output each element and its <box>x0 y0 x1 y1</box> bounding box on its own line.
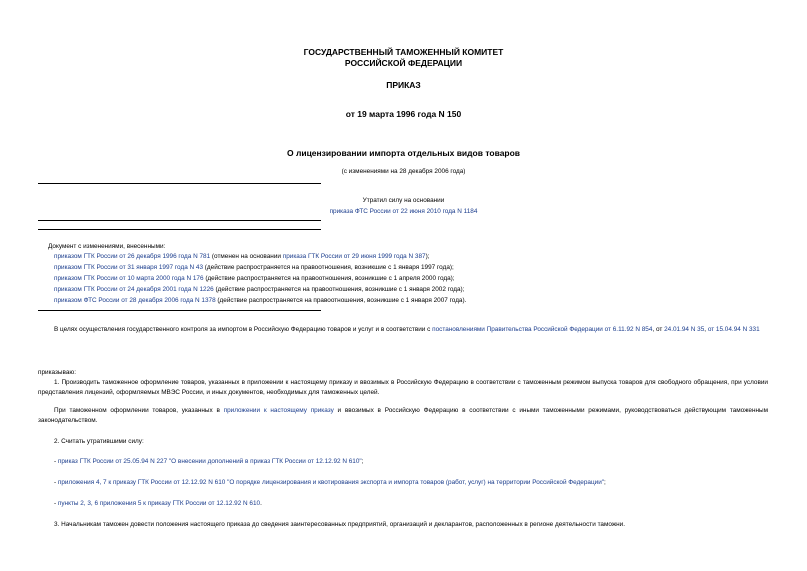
paragraph-text: . <box>260 500 262 507</box>
amended-note: (с изменениями на 28 декабря 2006 года) <box>341 168 466 175</box>
org-name-line2: РОССИЙСКОЙ ФЕДЕРАЦИИ <box>344 58 463 68</box>
amendment-text: (действие распространяется на правоотношения, возникшие с 1 января 2002 года); <box>213 286 465 293</box>
paragraph-other-regimes <box>38 406 768 426</box>
amendment-link[interactable]: приказом ГТК России от 24 декабря 2001 года N 1226 <box>54 286 214 293</box>
paragraph-text: , <box>704 326 708 333</box>
intro-paragraph <box>38 325 768 335</box>
divider <box>38 229 321 230</box>
doc-type: ПРИКАЗ <box>386 80 421 90</box>
void-notice-text: Утратил силу на основании <box>362 197 445 204</box>
divider <box>38 183 321 184</box>
amendment-text: (отменен на основании <box>210 253 283 260</box>
void-item-2 <box>54 478 606 488</box>
paragraph-1: 1. Производить таможенное оформление товаров, указанных в приложении к настоящему приказу и ввозимых в Российскую Федерацию в соответствии с таможенным режимом выпуска товаров для свободного обращения, при условии представления лицензий, оформляемых МВЭС России, и иных документов, необходимых для таможенных целей. <box>38 379 768 396</box>
amendment-text: ); <box>425 253 430 260</box>
order-word: приказываю: <box>38 369 76 376</box>
paragraph-text: , от <box>652 326 665 333</box>
amendment-item <box>54 274 455 284</box>
paragraph-text: При таможенном оформлении товаров, указанных в <box>54 407 224 414</box>
decree-link[interactable]: 24.01.94 N 35 <box>664 326 705 333</box>
list-dash: - <box>54 500 58 507</box>
list-dash: - <box>54 479 58 486</box>
void-notice-link[interactable]: приказа ФТС России от 22 июня 2010 года N 1184 <box>329 208 478 215</box>
amendment-text: (действие распространяется на правоотношения, возникшие с 1 января 2007 года). <box>215 297 467 304</box>
doc-title: О лицензировании импорта отдельных видов товаров <box>286 148 521 158</box>
org-name-line1: ГОСУДАРСТВЕННЫЙ ТАМОЖЕННЫЙ КОМИТЕТ <box>303 47 504 57</box>
amendment-link[interactable]: приказом ГТК России от 10 марта 2000 года N 176 <box>54 275 204 282</box>
amendment-link[interactable]: приказом ФТС России от 28 декабря 2006 года N 1378 <box>54 297 216 304</box>
divider <box>38 310 321 311</box>
paragraph-text: ; <box>361 458 364 465</box>
amendments-intro: Документ с изменениями, внесенными: <box>48 243 166 250</box>
void-notice <box>0 207 807 216</box>
paragraph-text: В целях осуществления государственного контроля за импортом в Российскую Федерацию товаров и услуг и в соответствии с <box>54 326 433 333</box>
paragraph-3: 3. Начальникам таможен довести положения настоящего приказа до сведения заинтересованных предприятий, организаций и декларантов, расположенных в регионе деятельности таможни. <box>54 521 625 528</box>
decree-link[interactable]: от 15.04.94 N 331 <box>707 326 760 333</box>
void-order-link[interactable]: приказ ГТК России от 25.05.94 N 227 "О внесении дополнений в приказ ГТК России от 12.12.92 N 610" <box>57 458 362 465</box>
paragraph-text: и ввозимых в Российскую Федерацию в соответствии с иными таможенными режимами, руководствоваться действующим таможенным законодательством. <box>38 407 768 424</box>
void-order-link[interactable]: приложения 4, 7 к приказу ГТК России от 12.12.92 N 610 "О порядке лицензирования и квотирования экспорта и импорта товаров (работ, услуг) на территории Российской Федерации" <box>57 479 605 486</box>
appendix-link[interactable]: приложении к настоящему приказу <box>223 407 334 414</box>
divider <box>38 220 321 221</box>
paragraph-text: ; <box>604 479 606 486</box>
amendment-text: (действие распространяется на правоотношения, возникшие с 1 апреля 2000 года); <box>203 275 455 282</box>
void-item-3 <box>54 499 262 509</box>
amendment-text: (действие распространяется на правоотношения, возникшие с 1 января 1997 года); <box>203 264 454 271</box>
void-order-link[interactable]: пункты 2, 3, 6 приложения 5 к приказу ГТК России от 12.12.92 N 610 <box>57 500 261 507</box>
amendment-item <box>54 252 429 262</box>
paragraph-2: 2. Считать утратившими силу: <box>54 438 144 445</box>
amendment-link[interactable]: приказом ГТК России от 31 января 1997 года N 43 <box>54 264 204 271</box>
list-dash: - <box>54 458 58 465</box>
amendment-item <box>54 296 466 306</box>
amendment-item <box>54 285 464 295</box>
amendment-link[interactable]: приказом ГТК России от 26 декабря 1996 года N 781 <box>54 253 211 260</box>
doc-date: от 19 марта 1996 года N 150 <box>345 109 462 119</box>
amendment-link[interactable]: приказа ГТК России от 29 июня 1999 года N 387 <box>282 253 426 260</box>
void-item-1 <box>54 457 363 467</box>
amendment-item <box>54 263 454 273</box>
decree-link[interactable]: постановлениями Правительства Российской Федерации от 6.11.92 N 854 <box>432 326 653 333</box>
